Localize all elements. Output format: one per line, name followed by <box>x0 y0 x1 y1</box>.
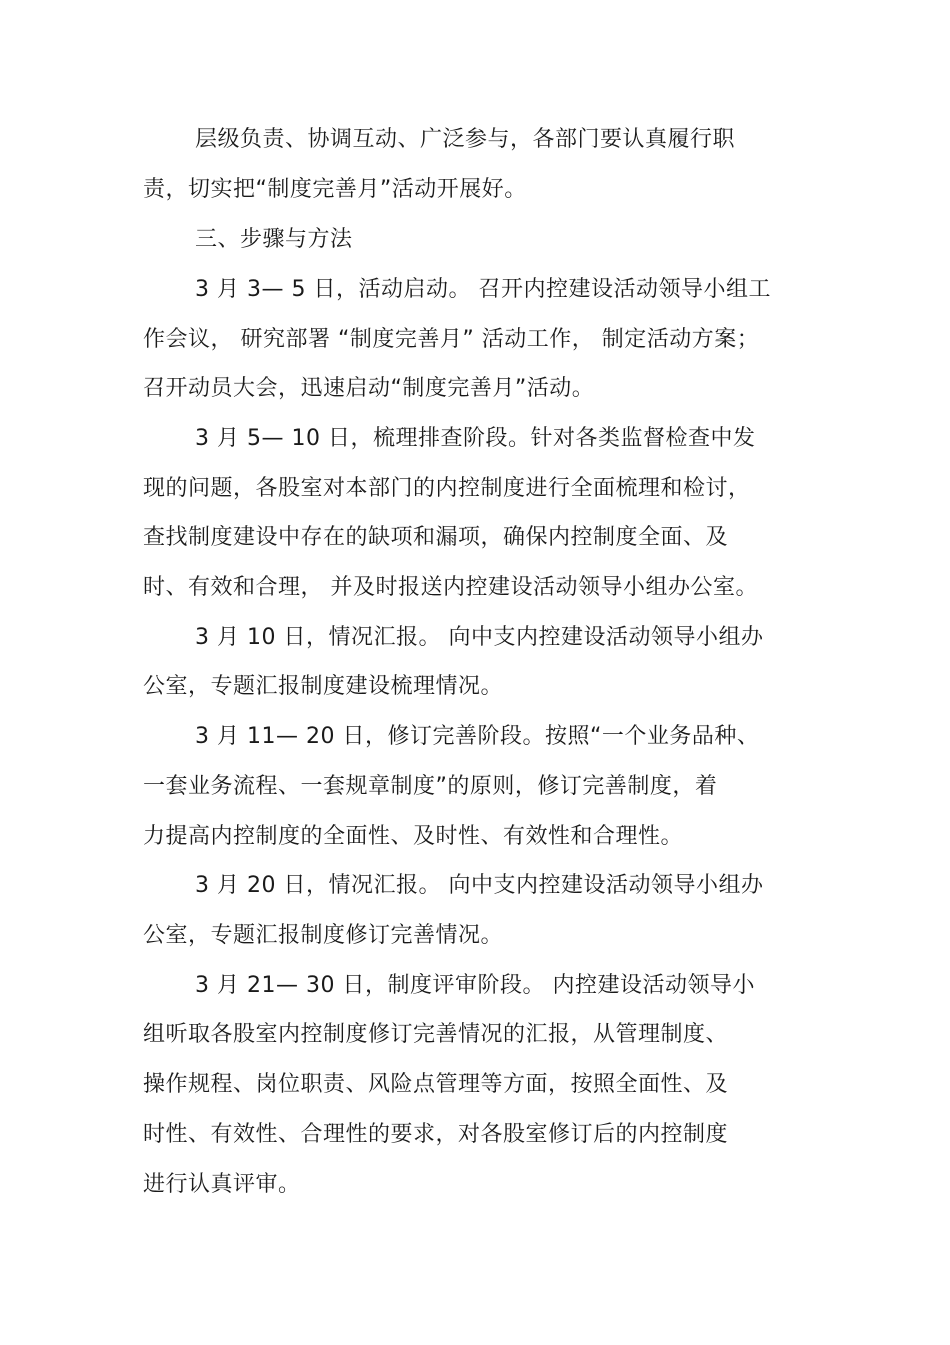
text-line: 时性、有效性、合理性的要求，对各股室修订后的内控制度 <box>143 1122 729 1147</box>
text-line: 3 月 10 日，情况汇报。 向中支内控建设活动领导小组办 <box>195 625 764 650</box>
text-line: 进行认真评审。 <box>143 1172 301 1197</box>
text-line: 操作规程、岗位职责、风险点管理等方面，按照全面性、及 <box>143 1072 729 1097</box>
text-line: 公室，专题汇报制度建设梳理情况。 <box>143 674 504 699</box>
section-heading: 三、步骤与方法 <box>195 227 353 252</box>
text-line: 现的问题，各股室对本部门的内控制度进行全面梳理和检讨， <box>143 476 751 501</box>
text-line: 3 月 3— 5 日，活动启动。 召开内控建设活动领导小组工 <box>195 277 771 302</box>
text-line: 3 月 5— 10 日，梳理排查阶段。针对各类监督检查中发 <box>195 426 756 451</box>
text-line: 3 月 11— 20 日，修订完善阶段。按照“一个业务品种、 <box>195 724 760 749</box>
text-line: 3 月 21— 30 日，制度评审阶段。 内控建设活动领导小 <box>195 973 755 998</box>
text-line: 组听取各股室内控制度修订完善情况的汇报，从管理制度、 <box>143 1022 729 1047</box>
text-line: 力提高内控制度的全面性、及时性、有效性和合理性。 <box>143 824 684 849</box>
text-line: 一套业务流程、一套规章制度”的原则，修订完善制度，着 <box>143 774 718 799</box>
text-line: 层级负责、协调互动、广泛参与，各部门要认真履行职 <box>195 127 736 152</box>
text-line: 公室，专题汇报制度修订完善情况。 <box>143 923 504 948</box>
text-line: 查找制度建设中存在的缺项和漏项，确保内控制度全面、及 <box>143 525 729 550</box>
text-line: 召开动员大会，迅速启动“制度完善月”活动。 <box>143 376 595 401</box>
text-line: 时、有效和合理， 并及时报送内控建设活动领导小组办公室。 <box>143 575 758 600</box>
text-line: 3 月 20 日，情况汇报。 向中支内控建设活动领导小组办 <box>195 873 764 898</box>
text-line: 责，切实把“制度完善月”活动开展好。 <box>143 177 527 202</box>
text-line: 作会议， 研究部署 “制度完善月” 活动工作， 制定活动方案； <box>143 327 760 352</box>
